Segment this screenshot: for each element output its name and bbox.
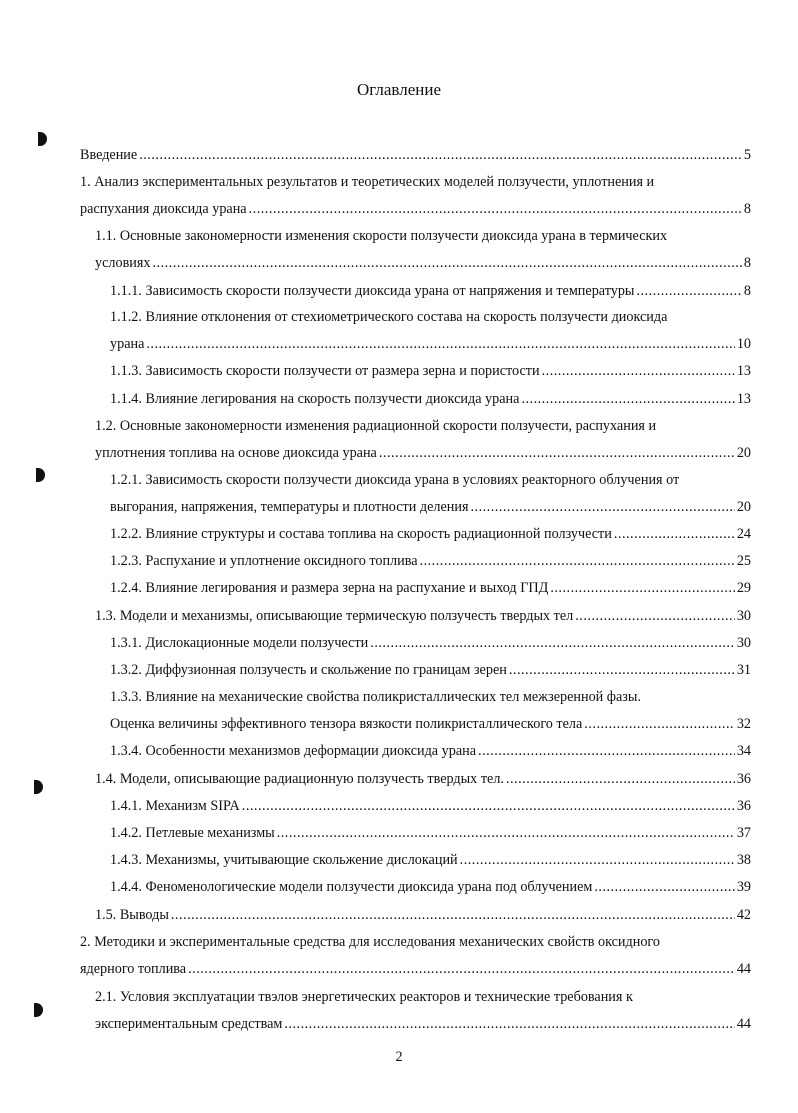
toc-entry[interactable] (110, 878, 751, 896)
toc-entry[interactable] (110, 742, 751, 760)
toc-entry-text: 2. Методики и экспериментальные средства для исследования механических свойств оксидного (80, 934, 660, 950)
toc-entry-page: 5 (743, 147, 751, 163)
toc-entry-text: Введение (80, 147, 138, 163)
toc-entry[interactable] (80, 960, 751, 978)
toc-entry[interactable] (110, 335, 751, 353)
toc-leader (139, 146, 742, 164)
toc-leader (594, 878, 734, 896)
toc-entry-page: 29 (736, 580, 751, 596)
toc-entry-page: 13 (736, 391, 751, 407)
toc-entry-page: 8 (743, 283, 751, 299)
toc-leader (460, 851, 735, 869)
toc-entry-page: 32 (736, 716, 751, 732)
toc-leader (188, 960, 735, 978)
toc-leader (470, 498, 734, 516)
page-title: Оглавление (357, 80, 441, 99)
toc-entry-text: 1. Анализ экспериментальных результатов и теоретических моделей ползучести, уплотнения и (80, 174, 655, 190)
toc-entry[interactable] (95, 906, 751, 924)
toc-entry-text: урана (110, 336, 145, 352)
page-number: 2 (395, 1049, 403, 1065)
toc-entry[interactable] (110, 282, 751, 300)
toc-entry-text: 1.1.2. Влияние отклонения от стехиометрического состава на скорость ползучести диоксида (110, 309, 668, 325)
toc-entry-text: 1.1.3. Зависимость скорости ползучести от размера зерна и пористости (110, 363, 540, 379)
toc-leader (636, 282, 741, 300)
toc-leader (284, 1015, 734, 1033)
toc-entry[interactable] (110, 634, 751, 652)
toc-entry[interactable] (110, 851, 751, 869)
toc-leader (478, 742, 735, 760)
toc-entry[interactable] (110, 362, 751, 380)
toc-entry[interactable] (95, 607, 751, 625)
toc-entry[interactable] (110, 715, 751, 733)
toc-entry-text: 1.4.1. Механизм SIPA (110, 798, 240, 814)
toc-entry[interactable] (95, 770, 751, 788)
toc-leader (584, 715, 735, 733)
toc-leader (614, 525, 735, 543)
toc-entry-text: 1.4.3. Механизмы, учитывающие скольжение дислокаций (110, 852, 458, 868)
toc-entry-page: 8 (743, 255, 751, 271)
toc-entry-page: 10 (736, 336, 751, 352)
toc-entry-text: 1.3. Модели и механизмы, описывающие термическую ползучесть твердых тел (95, 608, 574, 624)
toc-entry-page: 24 (736, 526, 751, 542)
toc-leader (509, 661, 735, 679)
toc-entry-page: 37 (736, 825, 751, 841)
toc-entry[interactable] (110, 498, 751, 516)
toc-entry-text: 1.2.2. Влияние структуры и состава топлива на скорость радиационной ползучести (110, 526, 612, 542)
toc-entry-text: 1.4.4. Феноменологические модели ползучести диоксида урана под облучением (110, 879, 593, 895)
toc-leader (249, 200, 742, 218)
toc-entry[interactable] (80, 146, 751, 164)
toc-leader (277, 824, 735, 842)
toc-entry-text: 1.1. Основные закономерности изменения скорости ползучести диоксида урана в термических (95, 228, 668, 244)
toc-entry-text: 1.4.2. Петлевые механизмы (110, 825, 275, 841)
toc-leader (506, 770, 735, 788)
toc-entry-page: 20 (736, 499, 751, 515)
margin-mark (38, 132, 47, 146)
toc-entry-text: распухания диоксида урана (80, 201, 247, 217)
toc-leader (370, 634, 735, 652)
toc-leader (379, 444, 735, 462)
toc-entry-text: 1.1.4. Влияние легирования на скорость ползучести диоксида урана (110, 391, 520, 407)
toc-entry-text: ядерного топлива (80, 961, 187, 977)
toc-entry-page: 13 (736, 363, 751, 379)
toc-entry[interactable] (110, 824, 751, 842)
toc-entry-text: экспериментальным средствам (95, 1016, 283, 1032)
toc-entry-page: 30 (736, 635, 751, 651)
toc-entry-page: 36 (736, 771, 751, 787)
toc-leader (146, 335, 734, 353)
toc-leader (521, 390, 734, 408)
toc-entry-text: 1.1.1. Зависимость скорости ползучести диоксида урана от напряжения и температуры (110, 283, 635, 299)
toc-entry-page: 36 (736, 798, 751, 814)
toc-entry[interactable] (95, 1015, 751, 1033)
toc-entry-text: 1.2. Основные закономерности изменения радиационной скорости ползучести, распухания и (95, 418, 657, 434)
toc-entry[interactable] (95, 254, 751, 272)
toc-entry-page: 30 (736, 608, 751, 624)
toc-entry-text: 1.4. Модели, описывающие радиационную ползучесть твердых тел. (95, 771, 504, 787)
toc-entry-text: 1.3.2. Диффузионная ползучесть и скольжение по границам зерен (110, 662, 507, 678)
toc-entry[interactable] (110, 525, 751, 543)
toc-entry-text: 1.3.1. Дислокационные модели ползучести (110, 635, 369, 651)
toc-entry-text: выгорания, напряжения, температуры и плотности деления (110, 499, 469, 515)
toc-entry-text: 2.1. Условия эксплуатации твэлов энергетических реакторов и технические требования к (95, 989, 633, 1005)
toc-leader (420, 552, 735, 570)
toc-entry[interactable] (95, 444, 751, 462)
toc-entry-page: 44 (736, 1016, 751, 1032)
toc-entry-page: 42 (736, 907, 751, 923)
toc-entry-page: 8 (743, 201, 751, 217)
margin-mark (34, 780, 43, 794)
toc-entry-page: 39 (736, 879, 751, 895)
toc-entry-text: Оценка величины эффективного тензора вязкости поликристаллического тела (110, 716, 583, 732)
toc-entry-text: 1.3.4. Особенности механизмов деформации диоксида урана (110, 743, 477, 759)
margin-mark (34, 1003, 43, 1017)
toc-entry-page: 31 (736, 662, 751, 678)
toc-entry-text: условиях (95, 255, 151, 271)
toc-entry-text: 1.2.4. Влияние легирования и размера зерна на распухание и выход ГПД (110, 580, 549, 596)
toc-entry-text: 1.2.3. Распухание и уплотнение оксидного топлива (110, 553, 418, 569)
toc-entry-page: 44 (736, 961, 751, 977)
toc-leader (550, 579, 734, 597)
toc-leader (575, 607, 735, 625)
toc-leader (152, 254, 741, 272)
toc-entry-page: 38 (736, 852, 751, 868)
toc-entry-text: 1.2.1. Зависимость скорости ползучести диоксида урана в условиях реакторного облучения от (110, 472, 680, 488)
toc-entry-text: уплотнения топлива на основе диоксида урана (95, 445, 377, 461)
toc-leader (242, 797, 735, 815)
margin-mark (36, 468, 45, 482)
toc-entry[interactable] (80, 200, 751, 218)
toc-entry-page: 34 (736, 743, 751, 759)
toc-entry[interactable] (110, 552, 751, 570)
toc-entry-text: 1.5. Выводы (95, 907, 169, 923)
toc-entry-page: 20 (736, 445, 751, 461)
toc-entry-text: 1.3.3. Влияние на механические свойства поликристаллических тел межзеренной фазы. (110, 689, 641, 705)
toc-entry[interactable] (110, 661, 751, 679)
toc-leader (171, 906, 735, 924)
toc-entry[interactable] (110, 579, 751, 597)
toc-entry[interactable] (110, 390, 751, 408)
toc-entry[interactable] (110, 797, 751, 815)
toc-leader (542, 362, 735, 380)
toc-entry-page: 25 (736, 553, 751, 569)
